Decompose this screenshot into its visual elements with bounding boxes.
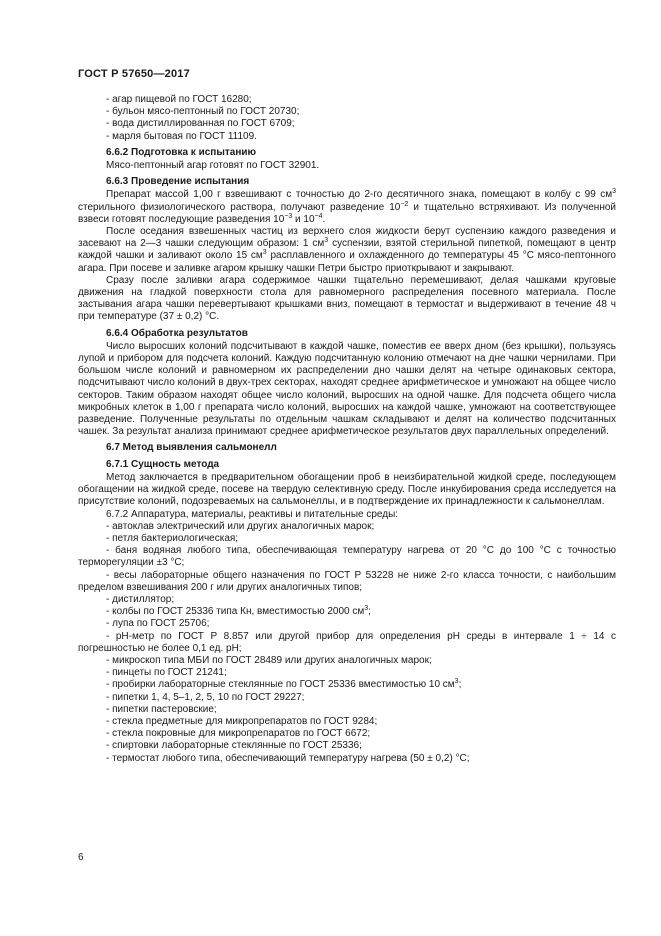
list-item: - пробирки лабораторные стеклянные по ГОСТ 25336 вместимостью 10 $см^3$; xyxy=(106,678,462,691)
paragraph: - весы лабораторные общего назначения по ГОСТ Р 53228 не ниже 2-го класса точности, с наибольшим пределом взвешивания 200 г или других аналогичных типов; xyxy=(78,569,616,593)
list-item: - пипетки 1, 4, 5–1, 2, 5, 10 по ГОСТ 29227; xyxy=(106,691,305,703)
paragraph: Мясо-пептонный агар готовят по ГОСТ 32901. xyxy=(106,160,320,172)
list-item: - стекла предметные для микропрепаратов по ГОСТ 9284; xyxy=(106,715,378,727)
list-item: - микроскоп типа МБИ по ГОСТ 28489 или других аналогичных марок; xyxy=(106,654,432,666)
paragraph: Метод заключается в предварительном обогащении проб в неизбирательной жидкой среде, последующем обогащении на жидкой среде, посеве на твердую селективную среду. После инкубирования среда исследуется на присутствие колоний, подозреваемых на сальмонеллы, и в подтверждение их принадлежности к сальмонеллам. xyxy=(78,471,616,508)
page-number: 6 xyxy=(78,852,84,863)
list-item: - спиртовки лабораторные стеклянные по ГОСТ 25336; xyxy=(106,740,362,752)
section-heading: 6.7 Метод выявления сальмонелл xyxy=(106,442,277,454)
paragraph: 6.7.2 Аппаратура, материалы, реактивы и питательные среды: xyxy=(106,508,399,520)
list-item: - пипетки пастеровские; xyxy=(106,703,217,715)
paragraph: Число выросших колоний подсчитывают в каждой чашке, поместив ее вверх дном (без крышки), пользуясь лупой и прибором для подсчета колоний. Каждую подсчитанную колонию отмечают на дне чашки чернилами. При большом числе колоний и равномерном их распределении дно чашки делят на четыре одинаковых сектора, подсчитывают число колоний в двух-трех секторах, находят среднее арифметическое и умножают на общее число секторов. Таким образом находят общее число колоний, выросших на одной чашке. Для подсчета общего числа микробных клеток в 1,00 г препарата число колоний, выросших на каждой чашке, умножают на соответствующее разведение. Полученные результаты по отдельным чашкам складывают и делят на количество подсчитанных чашек. За результат анализа принимают среднее арифметическое результатов двух параллельных определений. xyxy=(78,340,616,438)
paragraph: Препарат массой 1,00 г взвешивают с точностью до 2-го десятичного знака, помещают в колбу с 99 $см^3$ стерильного физиологического раствора, получают разведение $10^{-2}$ и тщательно встряхивают. Из полученной взвеси готовят последующие разведения $10^{-3}$ и $10^{-4}$. xyxy=(78,188,616,225)
paragraph: - рН-метр по ГОСТ Р 8.857 или другой прибор для определения рН среды в интервале 1 ÷ 14 с погрешностью не более 0,1 ед. рН; xyxy=(78,630,616,654)
list-item: - колбы по ГОСТ 25336 типа Кн, вместимостью 2000 $см^3$; xyxy=(106,605,371,618)
list-item: - бульон мясо-пептонный по ГОСТ 20730; xyxy=(106,106,300,118)
list-item: - автоклав электрический или других аналогичных марок; xyxy=(106,520,375,532)
list-item: - агар пищевой по ГОСТ 16280; xyxy=(106,94,252,105)
paragraph: После оседания взвешенных частиц из верхнего слоя жидкости берут суспензию каждого разведения и засевают на 2—3 чашки следующим образом: 1 $см^3$ суспензии, взятой стерильной пипеткой, помещают в центр каждой чашки и заливают около 15 $см^3$ расплавленного и охлажденного до температуры 45 °С мясо-пептонного агара. При посеве и заливке агаром крышку чашки Петри быстро приоткрывают и закрывают. xyxy=(78,226,616,274)
section-heading: 6.6.3 Проведение испытания xyxy=(106,176,250,188)
list-item: - пинцеты по ГОСТ 21241; xyxy=(106,667,227,679)
document-body xyxy=(78,94,616,765)
paragraph: Сразу после заливки агара содержимое чашки тщательно перемешивают, делая чашками круговые движения на гладкой поверхности стола для равномерного распределения посевного материала. После застывания агара чашки перевертывают крышками вниз, помещают в термостат и выдерживают в течение 48 ч при температуре (37 ± 0,2) °С. xyxy=(78,274,616,323)
list-item: - дистиллятор; xyxy=(106,593,175,605)
section-heading: 6.6.4 Обработка результатов xyxy=(106,327,248,339)
list-item: - петля бактериологическая; xyxy=(106,532,239,544)
list-item: - термостат любого типа, обеспечивающий температуру нагрева (50 ± 0,2) °С; xyxy=(106,752,470,764)
section-heading: 6.7.1 Сущность метода xyxy=(106,458,220,470)
paragraph: - баня водяная любого типа, обеспечивающая температуру нагрева от 20 °С до 100 °С с точностью терморегуляции ±3 °С; xyxy=(78,545,616,569)
section-heading: 6.6.2 Подготовка к испытанию xyxy=(106,146,257,158)
document-header: ГОСТ Р 57650—2017 xyxy=(78,68,190,80)
list-item: - вода дистиллированная по ГОСТ 6709; xyxy=(106,118,295,130)
list-item: - лупа по ГОСТ 25706; xyxy=(106,618,210,630)
list-item: - стекла покровные для микропрепаратов по ГОСТ 6672; xyxy=(106,728,371,740)
list-item: - марля бытовая по ГОСТ 11109. xyxy=(106,130,257,142)
